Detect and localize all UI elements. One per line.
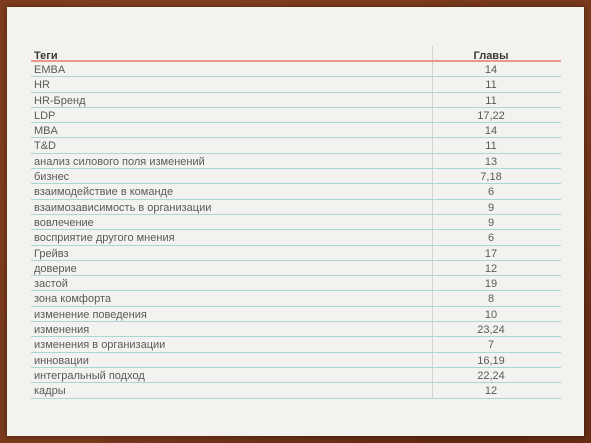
tag-cell: интегральный подход	[34, 369, 145, 382]
chapters-cell: 9	[487, 216, 495, 229]
table-header	[31, 47, 561, 62]
tag-cell: вовлечение	[34, 216, 94, 229]
tag-cell: бизнес	[34, 171, 70, 184]
table-row	[31, 337, 561, 352]
slide-page	[7, 7, 584, 436]
chapters-cell: 22,24	[477, 369, 505, 382]
table-row	[31, 77, 561, 92]
table-row	[31, 322, 561, 337]
chapters-cell: 12	[484, 385, 498, 398]
table-row	[31, 184, 561, 199]
tag-cell: LDP	[34, 109, 56, 122]
chapters-cell: 19	[484, 278, 498, 291]
table-row	[31, 200, 561, 215]
chapters-cell: 12	[484, 262, 498, 275]
chapters-cell: 7,18	[480, 171, 502, 184]
table-row	[31, 276, 561, 291]
chapters-cell: 11	[485, 79, 497, 92]
table-row	[31, 215, 561, 230]
table-body	[31, 62, 561, 399]
tags-table	[31, 47, 561, 399]
tag-cell: EMBA	[34, 64, 66, 76]
table-row	[31, 62, 561, 77]
chapters-cell: 6	[487, 232, 495, 245]
header-tags: Теги	[34, 50, 58, 62]
table-row	[31, 307, 561, 322]
tag-cell: изменения в организации	[34, 339, 166, 352]
table-row	[31, 368, 561, 383]
tag-cell: изменение поведения	[34, 308, 147, 321]
table-row	[31, 138, 561, 153]
tag-cell: инновации	[34, 354, 89, 367]
tag-cell: изменения	[34, 324, 90, 337]
table-row	[31, 353, 561, 368]
tag-cell: доверие	[34, 262, 77, 275]
chapters-cell: 14	[484, 64, 498, 76]
table-row	[31, 154, 561, 169]
tag-cell: T&D	[34, 140, 56, 153]
table-row	[31, 169, 561, 184]
chapters-cell: 17	[484, 247, 498, 260]
chapters-cell: 7	[487, 339, 495, 352]
tag-cell: взаимодействие в команде	[34, 186, 174, 199]
chapters-cell: 9	[487, 201, 495, 214]
chapters-cell: 6	[487, 186, 495, 199]
chapters-cell: 14	[484, 125, 498, 138]
tag-cell: взаимозависимость в организации	[34, 201, 212, 214]
tag-cell: анализ силового поля изменений	[34, 155, 205, 168]
tag-cell: зона комфорта	[34, 293, 111, 306]
table-row	[31, 93, 561, 108]
table-row	[31, 108, 561, 123]
tag-cell: HR-Бренд	[34, 94, 86, 107]
tag-cell: кадры	[34, 385, 66, 398]
header-chapters: Главы	[473, 50, 509, 62]
chapters-cell: 11	[485, 140, 497, 153]
chapters-cell: 10	[484, 308, 498, 321]
table-row	[31, 291, 561, 306]
tag-cell: Грейвз	[34, 247, 69, 260]
chapters-cell: 11	[485, 94, 497, 107]
chapters-cell: 13	[484, 155, 498, 168]
table-row	[31, 246, 561, 261]
chapters-cell: 23,24	[477, 324, 505, 337]
tag-cell: застой	[34, 278, 68, 291]
table-row	[31, 261, 561, 276]
chapters-cell: 17,22	[477, 109, 505, 122]
table-row	[31, 383, 561, 398]
tag-cell: восприятие другого мнения	[34, 232, 175, 245]
tag-cell: MBA	[34, 125, 58, 138]
table-row	[31, 123, 561, 138]
chapters-cell: 8	[487, 293, 495, 306]
tag-cell: HR	[34, 79, 50, 92]
table-row	[31, 230, 561, 245]
chapters-cell: 16,19	[477, 354, 505, 367]
